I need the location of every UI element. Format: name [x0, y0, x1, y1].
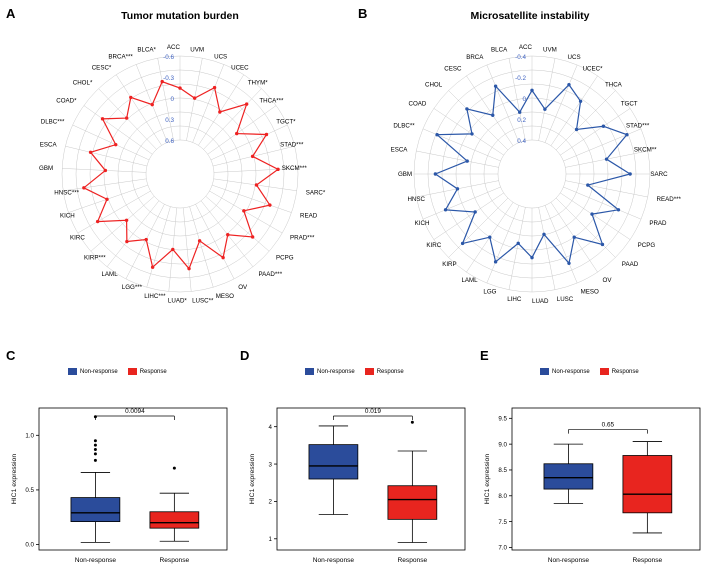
panel-letter-d: D: [240, 348, 250, 363]
svg-text:LUSC: LUSC: [556, 295, 574, 303]
svg-text:THCA: THCA: [604, 81, 622, 89]
svg-text:HNSC***: HNSC***: [54, 189, 80, 197]
svg-text:SKCM***: SKCM***: [281, 165, 307, 173]
svg-text:HIC1 expression: HIC1 expression: [11, 453, 18, 505]
svg-text:THCA***: THCA***: [259, 97, 284, 105]
svg-text:SARC: SARC: [650, 171, 668, 179]
svg-text:READ***: READ***: [656, 195, 681, 203]
svg-text:7.0: 7.0: [498, 544, 507, 552]
svg-text:Non-response: Non-response: [312, 557, 355, 564]
radar-chart-msi: [357, 22, 707, 342]
svg-text:LIHC: LIHC: [507, 295, 522, 303]
svg-text:KICH: KICH: [59, 212, 75, 220]
svg-text:BRCA: BRCA: [466, 53, 484, 61]
panel-letter-b: B: [358, 6, 368, 21]
legend-swatch-non-response: [305, 368, 314, 375]
svg-text:-0.3: -0.3: [163, 75, 174, 82]
svg-text:Non-response: Non-response: [547, 557, 590, 564]
svg-text:HIC1 expression: HIC1 expression: [484, 453, 491, 505]
svg-text:ESCA: ESCA: [39, 141, 57, 149]
legend-label-non-response: Non-response: [552, 368, 590, 375]
svg-text:7.5: 7.5: [498, 518, 507, 526]
svg-text:HIC1 expression: HIC1 expression: [249, 453, 256, 505]
svg-text:Response: Response: [159, 557, 190, 564]
svg-text:LGG: LGG: [483, 288, 497, 296]
svg-text:2: 2: [268, 498, 272, 506]
svg-text:PRAD***: PRAD***: [289, 234, 315, 242]
radar-chart-tmb: [5, 22, 355, 342]
svg-text:CHOL: CHOL: [424, 81, 443, 89]
legend-label-non-response: Non-response: [80, 368, 118, 375]
legend-swatch-non-response: [68, 368, 77, 375]
svg-text:KICH: KICH: [414, 219, 430, 227]
legend-swatch-response: [128, 368, 137, 375]
svg-text:ACC: ACC: [518, 44, 532, 52]
svg-text:MESO: MESO: [580, 288, 599, 296]
svg-text:LAML: LAML: [101, 271, 118, 279]
svg-text:0: 0: [522, 96, 526, 103]
svg-text:COAD: COAD: [408, 100, 427, 108]
svg-text:0.65: 0.65: [601, 421, 615, 429]
svg-text:PRAD: PRAD: [649, 219, 667, 227]
svg-text:DLBC**: DLBC**: [393, 122, 415, 130]
svg-text:SARC*: SARC*: [305, 189, 326, 197]
svg-text:CESC: CESC: [444, 65, 462, 73]
svg-text:1.0: 1.0: [25, 432, 34, 440]
svg-text:UCEC: UCEC: [231, 64, 249, 72]
svg-text:THYM*: THYM*: [247, 79, 268, 87]
svg-text:LUAD*: LUAD*: [167, 297, 187, 305]
legend-label-non-response: Non-response: [317, 368, 355, 375]
svg-text:8.0: 8.0: [498, 492, 507, 500]
legend-d: [305, 368, 404, 375]
svg-text:Response: Response: [632, 557, 663, 564]
svg-text:BLCA: BLCA: [491, 46, 508, 54]
svg-text:0.4: 0.4: [517, 138, 526, 145]
svg-text:0.0: 0.0: [25, 541, 34, 549]
svg-text:KIRP***: KIRP***: [84, 254, 106, 262]
radar-title-b: Microsatellite instability: [470, 10, 590, 22]
svg-text:-0.4: -0.4: [515, 54, 526, 61]
svg-text:KIRP: KIRP: [442, 261, 457, 269]
svg-text:BLCA*: BLCA*: [137, 46, 156, 54]
svg-text:-0.2: -0.2: [515, 75, 526, 82]
svg-text:PAAD***: PAAD***: [258, 271, 283, 279]
svg-text:TGCT*: TGCT*: [276, 118, 296, 126]
svg-text:LUSC**: LUSC**: [192, 297, 214, 305]
svg-text:Non-response: Non-response: [74, 557, 117, 564]
svg-text:UVM: UVM: [190, 46, 205, 54]
svg-text:8.5: 8.5: [498, 467, 507, 475]
svg-text:0.0094: 0.0094: [125, 408, 145, 415]
radar-title-a: Tumor mutation burden: [121, 10, 239, 22]
svg-text:UCS: UCS: [214, 53, 228, 61]
svg-text:TGCT: TGCT: [620, 100, 638, 108]
panel-letter-c: C: [6, 348, 16, 363]
svg-text:0.3: 0.3: [165, 117, 174, 124]
svg-text:9.0: 9.0: [498, 441, 507, 449]
legend-e: [540, 368, 639, 375]
svg-text:ACC: ACC: [166, 44, 180, 52]
svg-text:1: 1: [268, 535, 272, 543]
svg-text:UVM: UVM: [543, 46, 557, 54]
legend-swatch-non-response: [540, 368, 549, 375]
legend-c: [68, 368, 167, 375]
panel-letter-e: E: [480, 348, 489, 363]
svg-text:0.6: 0.6: [165, 138, 174, 145]
svg-text:0.5: 0.5: [25, 487, 34, 495]
svg-text:OV: OV: [238, 284, 248, 292]
svg-text:ESCA: ESCA: [390, 146, 408, 154]
svg-text:GBM: GBM: [397, 171, 413, 179]
legend-item-response: [365, 368, 404, 375]
svg-text:UCEC*: UCEC*: [582, 65, 603, 73]
boxplot-e: [478, 382, 708, 582]
svg-text:LIHC***: LIHC***: [144, 293, 166, 301]
svg-text:STAD***: STAD***: [626, 122, 650, 130]
legend-item-non-response: [540, 368, 590, 375]
svg-text:STAD***: STAD***: [280, 141, 304, 149]
boxplot-c: [5, 382, 235, 582]
svg-text:PCPG: PCPG: [275, 254, 294, 262]
boxplot-d: [243, 382, 473, 582]
svg-text:READ: READ: [300, 212, 318, 220]
svg-text:DLBC***: DLBC***: [40, 118, 65, 126]
svg-text:-0.6: -0.6: [163, 54, 174, 61]
svg-text:MESO: MESO: [215, 293, 235, 301]
svg-text:PAAD: PAAD: [621, 261, 639, 269]
svg-text:BRCA***: BRCA***: [108, 53, 133, 61]
svg-text:0.2: 0.2: [517, 117, 526, 124]
svg-text:HNSC: HNSC: [407, 195, 425, 203]
svg-text:9.5: 9.5: [498, 415, 507, 423]
svg-text:3: 3: [268, 461, 272, 469]
svg-text:LAML: LAML: [461, 276, 478, 284]
legend-item-non-response: [305, 368, 355, 375]
legend-item-response: [128, 368, 167, 375]
svg-text:0: 0: [170, 96, 174, 103]
legend-swatch-response: [600, 368, 609, 375]
legend-item-non-response: [68, 368, 118, 375]
svg-text:COAD*: COAD*: [56, 97, 77, 105]
panel-letter-a: A: [6, 6, 16, 21]
svg-text:SKCM**: SKCM**: [633, 146, 657, 154]
svg-text:4: 4: [268, 423, 272, 431]
legend-item-response: [600, 368, 639, 375]
svg-text:OV: OV: [602, 276, 612, 284]
svg-text:PCPG: PCPG: [637, 241, 656, 249]
svg-text:KIRC: KIRC: [426, 241, 442, 249]
svg-text:0.019: 0.019: [364, 408, 381, 415]
svg-text:KIRC: KIRC: [70, 234, 85, 242]
legend-swatch-response: [365, 368, 374, 375]
svg-text:Response: Response: [397, 557, 428, 564]
svg-text:CESC*: CESC*: [91, 64, 112, 72]
legend-label-response: Response: [376, 368, 404, 375]
svg-text:UCS: UCS: [567, 53, 581, 61]
svg-text:LUAD: LUAD: [532, 298, 549, 306]
svg-text:LGG***: LGG***: [121, 284, 143, 292]
legend-label-response: Response: [611, 368, 639, 375]
legend-label-response: Response: [139, 368, 167, 375]
svg-text:CHOL*: CHOL*: [72, 79, 93, 87]
svg-text:GBM: GBM: [39, 165, 54, 173]
